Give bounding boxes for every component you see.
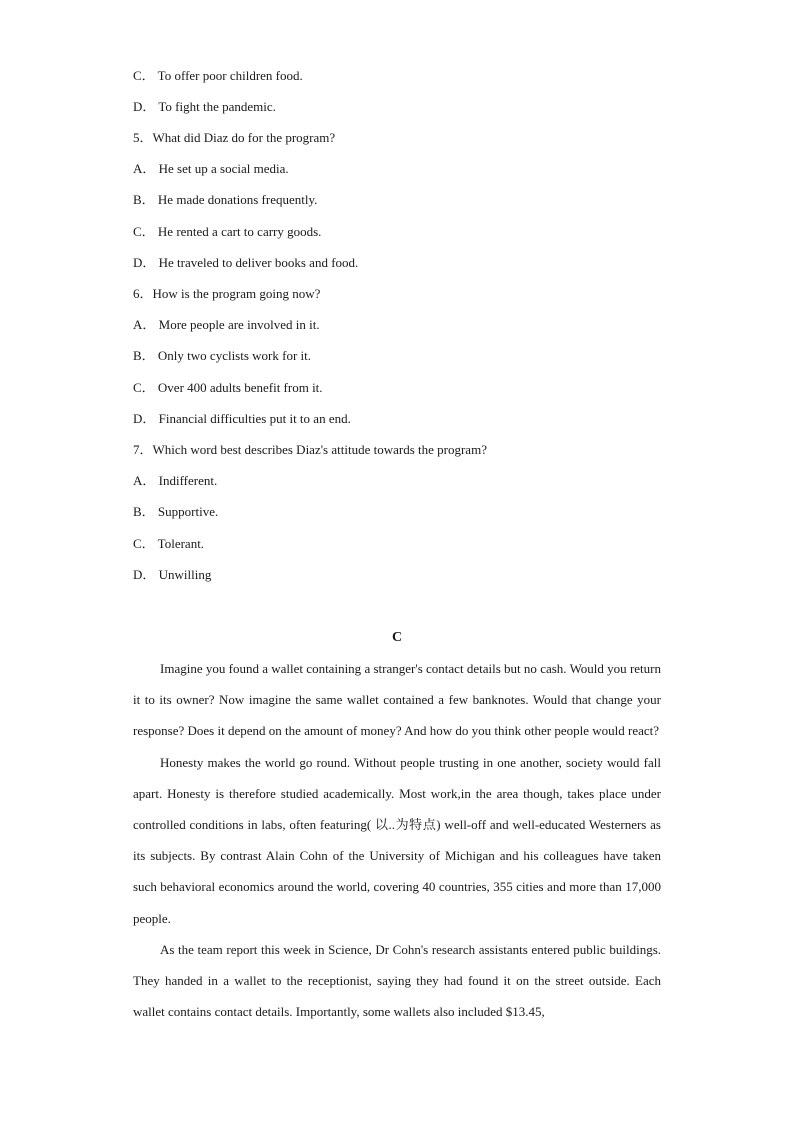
question-6: 6．How is the program going now? <box>133 286 321 301</box>
option-d-q7: D． Unwilling <box>133 567 212 582</box>
option-a-q7: A． Indifferent. <box>133 473 218 488</box>
option-b-q6: B． Only two cyclists work for it. <box>133 348 312 363</box>
option-c-q7: C． Tolerant. <box>133 536 205 551</box>
option-d-q6: D． Financial difficulties put it to an end. <box>133 411 351 426</box>
option-c-q4: C． To offer poor children food. <box>133 68 303 83</box>
option-c-q6: C． Over 400 adults benefit from it. <box>133 380 323 395</box>
option-b-q5: B． He made donations frequently. <box>133 192 318 207</box>
section-heading: C <box>391 630 403 645</box>
option-d-q4: D． To fight the pandemic. <box>133 99 276 114</box>
option-a-q6: A． More people are involved in it. <box>133 317 320 332</box>
passage-body <box>133 653 661 1027</box>
option-a-q5: A． He set up a social media. <box>133 161 289 176</box>
passage-paragraph: As the team report this week in Science, Dr Cohn's research assistants entered public buildings. They handed in a wallet to the receptionist, saying they had found it on the street outside. Each wallet contains contact details. Importantly, some wallets also included $13.45, <box>133 941 661 1020</box>
option-d-q5: D． He traveled to deliver books and food. <box>133 255 359 270</box>
option-c-q5: C． He rented a cart to carry goods. <box>133 224 322 239</box>
passage-paragraph: Honesty makes the world go round. Without people trusting in one another, society would fall apart. Honesty is therefore studied academically. Most work,in the area though, takes place under controlled conditions in labs, often featuring( 以..为特点) well-off and well-educated Westerners as its subjects. By contrast Alain Cohn of the University of Michigan and his colleagues have taken such behavioral economics around the world, covering 40 countries, 355 cities and more than 17,000 people. <box>133 754 661 926</box>
question-7: 7．Which word best describes Diaz's attitude towards the program? <box>133 442 487 457</box>
question-5: 5．What did Diaz do for the program? <box>133 130 336 145</box>
option-b-q7: B． Supportive. <box>133 504 219 519</box>
passage-paragraph: Imagine you found a wallet containing a stranger's contact details but no cash. Would you return it to its owner? Now imagine the same wallet contained a few banknotes. Would that change your response? Does it depend on the amount of money? And how do you think other people would react? <box>133 661 661 739</box>
